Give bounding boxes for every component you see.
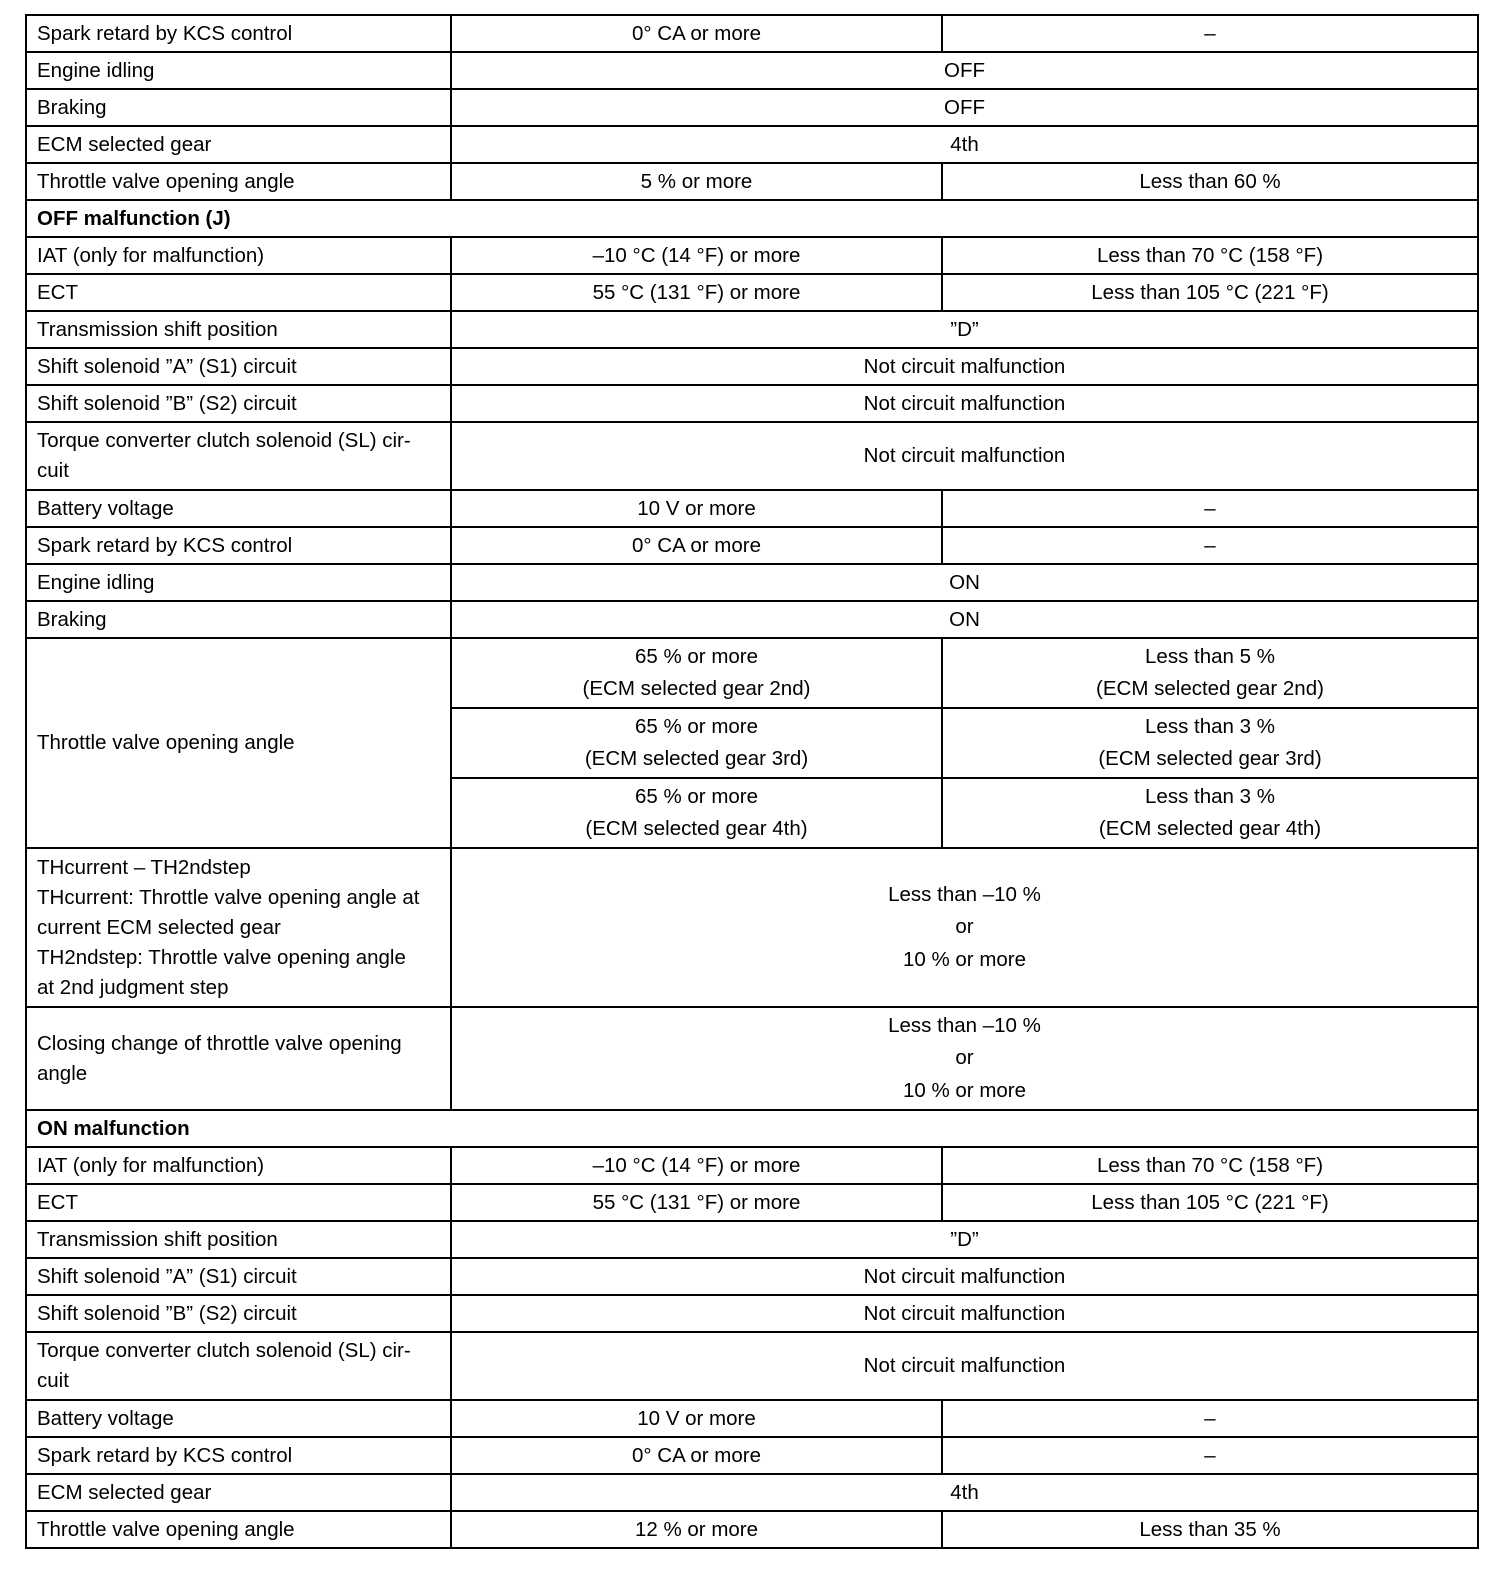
table-row bbox=[26, 1437, 1478, 1474]
row-label: Braking bbox=[26, 601, 451, 638]
section-title-off: OFF malfunction (J) bbox=[26, 200, 1478, 237]
table-row bbox=[26, 348, 1478, 385]
max-value bbox=[942, 778, 1478, 848]
max-value: Less than 35 % bbox=[942, 1511, 1478, 1548]
row-label: ECM selected gear bbox=[26, 1474, 451, 1511]
row-label: Throttle valve opening angle bbox=[26, 1511, 451, 1548]
table-row bbox=[26, 1147, 1478, 1184]
row-label-line: cuit bbox=[37, 1369, 69, 1392]
row-label: Engine idling bbox=[26, 52, 451, 89]
min-value: –10 °C (14 °F) or more bbox=[451, 1147, 942, 1184]
row-label-line: Torque converter clutch solenoid (SL) cir- bbox=[37, 429, 411, 452]
max-value: – bbox=[942, 527, 1478, 564]
row-label: Shift solenoid ”A” (S1) circuit bbox=[26, 1258, 451, 1295]
value-line: (ECM selected gear 4th) bbox=[585, 817, 808, 840]
row-label-line: THcurrent – TH2ndstep bbox=[37, 855, 251, 879]
table-row bbox=[26, 15, 1478, 52]
row-label-line: TH2ndstep: Throttle valve opening angle bbox=[37, 945, 406, 969]
min-value bbox=[451, 778, 942, 848]
max-value: Less than 105 °C (221 °F) bbox=[942, 1184, 1478, 1221]
max-value bbox=[942, 638, 1478, 708]
row-label: IAT (only for malfunction) bbox=[26, 1147, 451, 1184]
min-value: 55 °C (131 °F) or more bbox=[451, 1184, 942, 1221]
table-row bbox=[26, 126, 1478, 163]
row-label-line: Torque converter clutch solenoid (SL) cir- bbox=[37, 1339, 411, 1362]
min-value bbox=[451, 638, 942, 708]
row-value: ON bbox=[451, 601, 1478, 638]
row-label bbox=[26, 848, 451, 1007]
table-row bbox=[26, 1184, 1478, 1221]
row-value: Not circuit malfunction bbox=[451, 1258, 1478, 1295]
row-value: Not circuit malfunction bbox=[451, 422, 1478, 490]
row-label-line: cuit bbox=[37, 459, 69, 482]
row-value: ”D” bbox=[451, 311, 1478, 348]
row-label: ECM selected gear bbox=[26, 126, 451, 163]
table-row bbox=[26, 274, 1478, 311]
row-label: Battery voltage bbox=[26, 1400, 451, 1437]
conditions-table bbox=[25, 14, 1479, 1549]
table-row bbox=[26, 1511, 1478, 1548]
row-label: Shift solenoid ”B” (S2) circuit bbox=[26, 1295, 451, 1332]
min-value: 10 V or more bbox=[451, 1400, 942, 1437]
row-label: Throttle valve opening angle bbox=[26, 163, 451, 200]
row-value: 4th bbox=[451, 1474, 1478, 1511]
value-line: (ECM selected gear 2nd) bbox=[1096, 677, 1324, 700]
max-value: – bbox=[942, 15, 1478, 52]
min-value: 0° CA or more bbox=[451, 527, 942, 564]
row-value: Not circuit malfunction bbox=[451, 1295, 1478, 1332]
table-row bbox=[26, 527, 1478, 564]
value-line: Less than 3 % bbox=[1145, 714, 1275, 738]
table-row bbox=[26, 490, 1478, 527]
section-title-on: ON malfunction bbox=[26, 1110, 1478, 1147]
table-row bbox=[26, 1400, 1478, 1437]
row-label: ECT bbox=[26, 274, 451, 311]
value-line: 65 % or more bbox=[634, 714, 759, 738]
table-row bbox=[26, 237, 1478, 274]
value-line: 10 % or more bbox=[902, 947, 1027, 971]
row-label: Spark retard by KCS control bbox=[26, 527, 451, 564]
row-label: Transmission shift position bbox=[26, 311, 451, 348]
min-value: 0° CA or more bbox=[451, 1437, 942, 1474]
row-label: Braking bbox=[26, 89, 451, 126]
min-value: 5 % or more bbox=[451, 163, 942, 200]
table-row bbox=[26, 311, 1478, 348]
value-line: (ECM selected gear 3rd) bbox=[1098, 747, 1322, 770]
min-value: 10 V or more bbox=[451, 490, 942, 527]
table-row bbox=[26, 1295, 1478, 1332]
row-value: OFF bbox=[451, 52, 1478, 89]
row-value bbox=[451, 1007, 1478, 1110]
row-value: ”D” bbox=[451, 1221, 1478, 1258]
value-line: (ECM selected gear 4th) bbox=[1098, 817, 1322, 840]
row-value: ON bbox=[451, 564, 1478, 601]
value-line: Less than –10 % bbox=[888, 1013, 1041, 1037]
value-line: 65 % or more bbox=[634, 644, 759, 668]
value-line: 65 % or more bbox=[634, 784, 759, 808]
table-row bbox=[26, 1221, 1478, 1258]
row-value: 4th bbox=[451, 126, 1478, 163]
row-label bbox=[26, 1332, 451, 1400]
table-row bbox=[26, 1474, 1478, 1511]
row-label bbox=[26, 422, 451, 490]
table-row bbox=[26, 52, 1478, 89]
section-header-row bbox=[26, 1110, 1478, 1147]
row-label: Transmission shift position bbox=[26, 1221, 451, 1258]
value-line: (ECM selected gear 3rd) bbox=[584, 747, 809, 770]
min-value: –10 °C (14 °F) or more bbox=[451, 237, 942, 274]
row-label: Shift solenoid ”A” (S1) circuit bbox=[26, 348, 451, 385]
row-label: Spark retard by KCS control bbox=[26, 1437, 451, 1474]
row-value bbox=[451, 848, 1478, 1007]
value-line: 10 % or more bbox=[902, 1078, 1027, 1102]
table-row bbox=[26, 163, 1478, 200]
min-value: 12 % or more bbox=[451, 1511, 942, 1548]
row-value: Not circuit malfunction bbox=[451, 348, 1478, 385]
row-label-line: current ECM selected gear bbox=[37, 915, 281, 939]
row-label-line: at 2nd judgment step bbox=[37, 975, 229, 999]
row-label: Battery voltage bbox=[26, 490, 451, 527]
min-value bbox=[451, 708, 942, 778]
row-value: OFF bbox=[451, 89, 1478, 126]
table-row bbox=[26, 601, 1478, 638]
row-label: Engine idling bbox=[26, 564, 451, 601]
table-row bbox=[26, 1332, 1478, 1400]
table-row bbox=[26, 385, 1478, 422]
min-value: 0° CA or more bbox=[451, 15, 942, 52]
row-label: Spark retard by KCS control bbox=[26, 15, 451, 52]
max-value: Less than 60 % bbox=[942, 163, 1478, 200]
row-label-line: Closing change of throttle valve opening bbox=[37, 1031, 402, 1055]
min-value: 55 °C (131 °F) or more bbox=[451, 274, 942, 311]
row-label: IAT (only for malfunction) bbox=[26, 237, 451, 274]
row-label: ECT bbox=[26, 1184, 451, 1221]
value-line: or bbox=[955, 915, 974, 939]
value-line: Less than 5 % bbox=[1145, 644, 1275, 668]
table-row bbox=[26, 564, 1478, 601]
table-row bbox=[26, 89, 1478, 126]
value-line: (ECM selected gear 2nd) bbox=[582, 677, 811, 700]
table-row bbox=[26, 848, 1478, 1007]
max-value: – bbox=[942, 1400, 1478, 1437]
table-row bbox=[26, 1007, 1478, 1110]
row-value: Not circuit malfunction bbox=[451, 1332, 1478, 1400]
max-value: – bbox=[942, 490, 1478, 527]
value-line: or bbox=[955, 1046, 974, 1070]
row-label: Shift solenoid ”B” (S2) circuit bbox=[26, 385, 451, 422]
max-value: Less than 70 °C (158 °F) bbox=[942, 237, 1478, 274]
section-header-row bbox=[26, 200, 1478, 237]
max-value: Less than 70 °C (158 °F) bbox=[942, 1147, 1478, 1184]
row-label-line: angle bbox=[37, 1061, 88, 1085]
row-value: Not circuit malfunction bbox=[451, 385, 1478, 422]
table-row bbox=[26, 638, 1478, 708]
value-line: Less than 3 % bbox=[1145, 784, 1275, 808]
value-line: Less than –10 % bbox=[888, 882, 1041, 906]
row-label-line: THcurrent: Throttle valve opening angle at bbox=[37, 885, 420, 909]
max-value: Less than 105 °C (221 °F) bbox=[942, 274, 1478, 311]
table-row bbox=[26, 1258, 1478, 1295]
row-label bbox=[26, 1007, 451, 1110]
row-label: Throttle valve opening angle bbox=[26, 638, 451, 848]
max-value bbox=[942, 708, 1478, 778]
max-value: – bbox=[942, 1437, 1478, 1474]
table-row bbox=[26, 422, 1478, 490]
